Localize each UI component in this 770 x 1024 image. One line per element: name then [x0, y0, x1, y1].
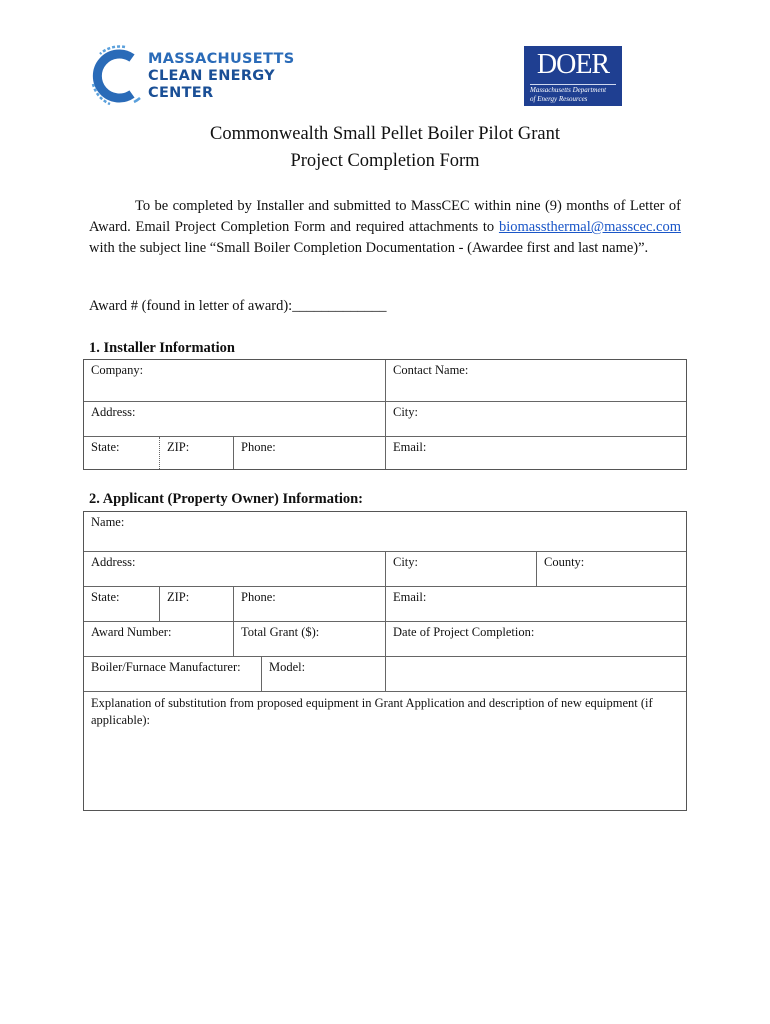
section1-heading: 1. Installer Information: [89, 340, 235, 356]
installer-phone-field[interactable]: [233, 437, 385, 469]
total-grant-label: Total Grant ($):: [241, 625, 320, 639]
applicant-info-table: [83, 511, 687, 811]
applicant-address-field[interactable]: [84, 552, 385, 586]
table-row: [84, 512, 686, 551]
masscec-logo-line1: MASSACHUSETTS: [148, 51, 295, 67]
completion-date-field[interactable]: [385, 622, 686, 656]
page-title: [0, 121, 770, 175]
award-number-label: Award Number:: [91, 625, 172, 639]
table-row: [84, 586, 686, 621]
installer-email-label: Email:: [393, 440, 427, 454]
installer-state-field[interactable]: [84, 437, 159, 469]
substitution-explanation-label: Explanation of substitution from proposed equipment in Grant Application and description of new equipment (if applicable):: [91, 696, 653, 727]
substitution-explanation-field[interactable]: [84, 692, 686, 810]
installer-address-label: Address:: [91, 405, 136, 419]
installer-zip-label: ZIP:: [167, 440, 190, 454]
applicant-phone-field[interactable]: [233, 587, 385, 621]
intro-paragraph: [89, 196, 681, 259]
doer-logo: [524, 46, 622, 106]
applicant-state-label: State:: [91, 590, 120, 604]
installer-contact-name-label: Contact Name:: [393, 363, 469, 377]
installer-contact-name-field[interactable]: [385, 360, 686, 401]
model-label: Model:: [269, 660, 306, 674]
applicant-city-label: City:: [393, 555, 419, 569]
applicant-state-field[interactable]: [84, 587, 159, 621]
applicant-city-field[interactable]: [385, 552, 536, 586]
installer-info-table: [83, 359, 687, 470]
applicant-email-field[interactable]: [385, 587, 686, 621]
masscec-logo-line2: CLEAN ENERGY: [148, 68, 275, 84]
table-row: [84, 691, 686, 810]
installer-zip-field[interactable]: [159, 437, 233, 469]
installer-email-field[interactable]: [385, 437, 686, 469]
applicant-county-field[interactable]: [536, 552, 686, 586]
section2-heading: 2. Applicant (Property Owner) Information:: [89, 491, 363, 507]
applicant-name-field[interactable]: [84, 512, 686, 551]
total-grant-field[interactable]: [233, 622, 385, 656]
manufacturer-field[interactable]: [84, 657, 261, 691]
masscec-logo: [88, 44, 295, 108]
title-line2: Project Completion Form: [290, 151, 480, 171]
applicant-address-label: Address:: [91, 555, 136, 569]
intro-text-1: To be completed by Installer and submitted to MassCEC within nine (9) months of Letter of Award. Email Project Completion Form and required attachments to: [89, 198, 681, 235]
doer-logo-main: DOER: [536, 49, 610, 80]
applicant-zip-field[interactable]: [159, 587, 233, 621]
installer-city-label: City:: [393, 405, 419, 419]
installer-company-field[interactable]: [84, 360, 385, 401]
installer-company-label: Company:: [91, 363, 144, 377]
table-row: [84, 436, 686, 469]
applicant-name-label: Name:: [91, 515, 125, 529]
doer-logo-rule: [530, 84, 616, 85]
applicant-email-label: Email:: [393, 590, 427, 604]
manufacturer-label: Boiler/Furnace Manufacturer:: [91, 660, 241, 674]
model-field[interactable]: [261, 657, 385, 691]
table-row: [84, 551, 686, 586]
title-line1: Commonwealth Small Pellet Boiler Pilot Grant: [210, 124, 560, 144]
installer-address-field[interactable]: [84, 402, 385, 436]
installer-state-label: State:: [91, 440, 120, 454]
applicant-phone-label: Phone:: [241, 590, 276, 604]
doer-logo-subtitle: [530, 86, 620, 103]
applicant-zip-label: ZIP:: [167, 590, 190, 604]
installer-city-field[interactable]: [385, 402, 686, 436]
table-row: [84, 360, 686, 401]
award-number-line[interactable]: Award # (found in letter of award):_____________: [89, 298, 387, 314]
masscec-logo-line3: CENTER: [148, 85, 214, 101]
completion-date-label: Date of Project Completion:: [393, 625, 535, 639]
model-extra-field[interactable]: [385, 657, 686, 691]
doer-logo-sub-line1: Massachusetts Department: [530, 86, 607, 94]
intro-text-2: with the subject line “Small Boiler Completion Documentation - (Awardee first and last name)”.: [89, 240, 649, 256]
award-number-field[interactable]: [84, 622, 233, 656]
table-row: [84, 401, 686, 436]
table-row: [84, 621, 686, 656]
installer-phone-label: Phone:: [241, 440, 276, 454]
table-row: [84, 656, 686, 691]
applicant-county-label: County:: [544, 555, 585, 569]
masscec-c-icon: [88, 44, 146, 108]
email-link[interactable]: biomassthermal@masscec.com: [498, 219, 682, 235]
doer-logo-sub-line2: of Energy Resources: [530, 94, 588, 103]
